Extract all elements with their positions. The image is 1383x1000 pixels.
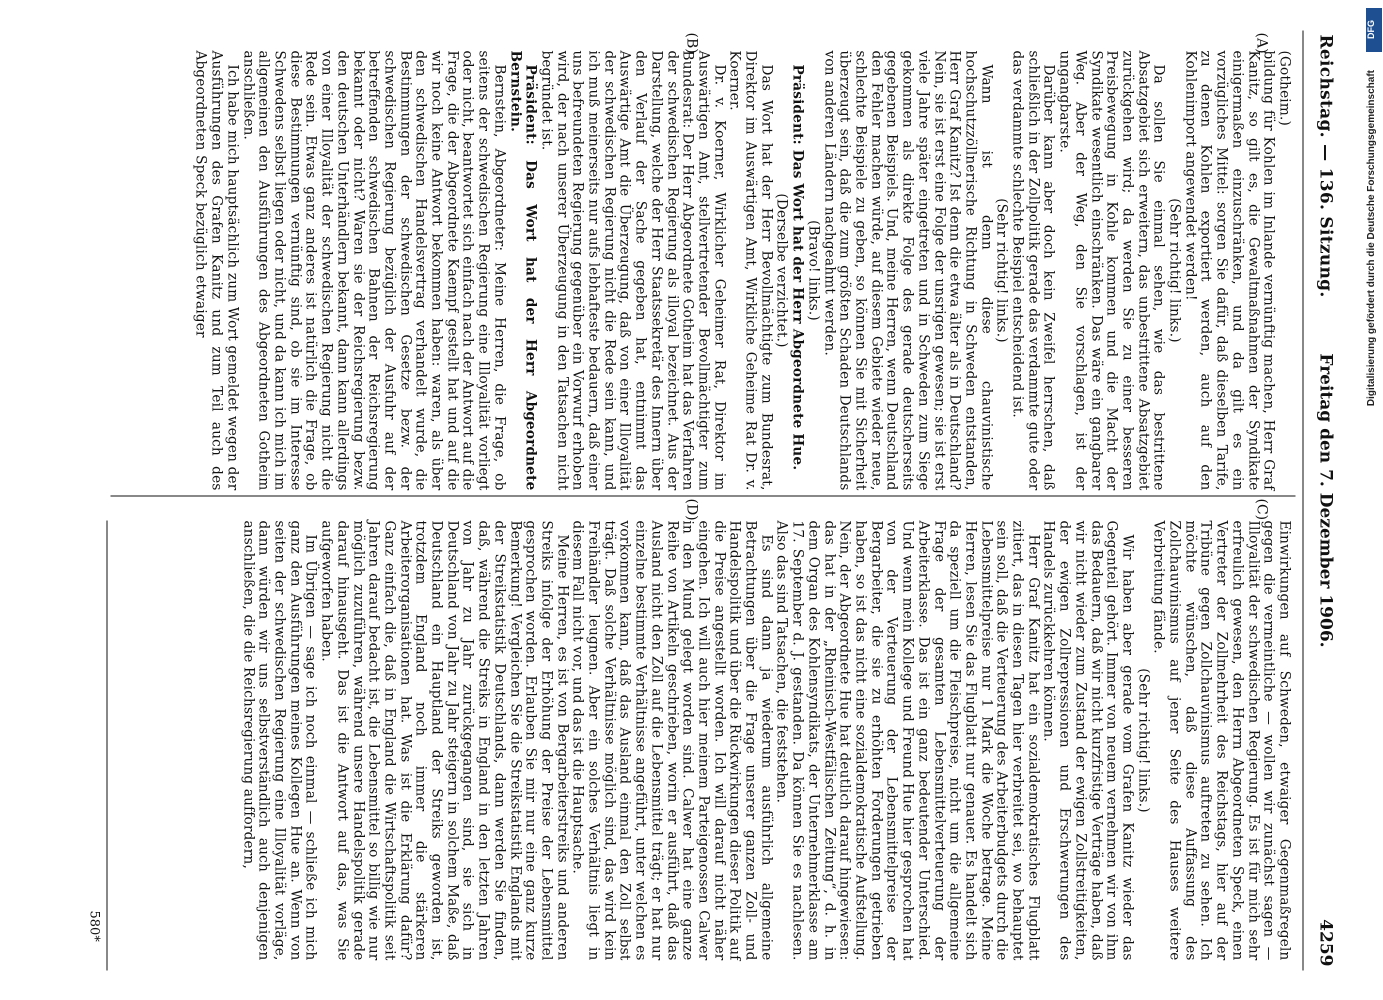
paragraph: Ich habe mich hauptsächlich zum Wort gemeldet wegen der Ausführungen des Grafen Kanitz und zum Teil auch des Abgeordneten Speck bezüglich etwaiger [192, 50, 240, 490]
interjection: (Sehr richtig! links.) [1166, 197, 1183, 343]
speaker-tag: (Gotheim.) [1276, 50, 1292, 126]
header-left: Reichstag. — 136. Sitzung. [1315, 34, 1335, 298]
header-date: Freitag den 7. Dezember 1906. [1315, 352, 1335, 648]
speech-bernstein: Bernstein, Abgeordneter: Meine Herren, die Frage, ob seitens der schwedischen Regierung eine Illoyalität vorliegt oder nicht, beantwortet sich einfach nach der Antwort auf die Frage, die der Abgeordnete Kaempf gestellt hat und auf die wir noch keine Antwort bekommen haben: waren, als über den schwedischen Handelsvertrag verhandelt wurde, die Bestimmungen der schwedischen Gesetze bezw. der schwedischen Regierung bezüglich der Ausfuhr auf der betreffenden schwedischen Bahnen der Reichsregierung bekannt oder nicht? Waren sie der Reichsregierung bezw. den deutschen Unterhändlern bekannt, dann kann allerdings von einer Illoyalität der schwedischen Regierung nicht die Rede sein. Etwas ganz anderes ist natürlich die Frage, ob diese Bestimmungen vernünftig sind, ob sie im Interesse Schwedens selbst liegen oder nicht, und da kann ich mich im allgemeinen den Ausführungen des Abgeordneten Gotheim anschließen. [239, 50, 507, 490]
margin-label-d: (D) [683, 498, 699, 521]
paragraph: Wann ist denn diese chauvinistische hochschutzzöllnerische Richtung in Schweden entstanden, Herr Graf Kanitz? Ist denn die etwa älter als in Deutschland? Nein, sie ist erst eine Folge der unsrigen gewesen; sie ist erst viele Jahre später eingetreten und in Schweden zum Siege gekommen als direkte Folge des gerade deutscherseits gegebenen Beispiels. Und, meine Herren, wenn Deutschland den Fehler machen würde, auf diesem Gebiete wieder neue, schlechte Beispiele zu geben, so können Sie mit Sicherheit überzeugt sein, daß die zum größten Schaden Deutschlands von anderen Ländern nachgeahmt werden. [820, 50, 994, 490]
interjection: (Sehr richtig! links.) [993, 197, 1010, 343]
paragraph: Herr Graf Kanitz hat ein sozialdemokratisches Flugblatt zitiert, das in diesen Tagen hier verbreitet sei, wo behauptet sein soll, daß die Verteuerung des Arbeiterbudgets durch die Lebensmittelpreise nur 1 Mark die Woche betrage. Meine Herren, lesen Sie das Flugblatt nur genauer. Es handelt sich da speziell um die Fleischpreise, nicht um die allgemeine Frage der gesamten Lebensmittelverteuerung der Arbeiterklasse. Das ist ein ganz bedeutender Unterschied. Und wenn mein Kollege und Freund Hue hier gesprochen hat von der Verteuerung der Lebensmittelpreise der Bergarbeiter, die sie zu erhöhten Forderungen getrieben haben, so ist das nicht eine sozialdemokratische Aufstellung. Nein, der Abgeordnete Hue hat deutlich darauf hingewiesen: das hat in der „Rheinisch-Westfälischen Zeitung“, d. h. in dem Organ des Kohlensyndikats, der Unternehmerklasse am 17. September d. J. gestanden. Da können Sie es nachlesen. Also das sind Tatsachen, die feststehen. [773, 520, 1041, 960]
paragraph: Meine Herren, es ist von Bergarbeiterstreiks und anderen Streiks infolge der Erhöhung der Preise der Lebensmittel gesprochen worden. Erlauben Sie mir nur eine ganz kurze Bemerkung! Vergleichen Sie die Streikstatistik Englands mit der Streikstatistik Deutschlands, dann werden Sie finden, daß, während die Streiks in England in den letzten Jahren von Jahr zu Jahr zurückgegangen sind, sie sich in Deutschland von Jahr zu Jahr steigern in solchem Maße, daß Deutschland ein Hauptland der Streiks geworden ist, trotzdem England noch immer die stärkeren Arbeiterorganisationen hat. Was ist die Erklärung dafür? Ganz einfach die, daß in England die Wirtschaftspolitik seit Jahren darauf bedacht ist, die Lebensmittel so billig wie nur möglich zuzuführen, während unsere Handelspolitik gerade darauf hinausgeht. Das ist die Antwort auf das, was Sie aufgeworfen haben. [318, 520, 570, 960]
margin-label-a: (A) [1253, 32, 1269, 54]
president-remark: Präsident: Das Wort hat der Herr Abgeordnete Bernstein. [506, 50, 539, 490]
speech-koerner: Dr. v. Koerner, Wirklicher Geheimer Rat, Direktor im Auswärtigen Amt, stellvertretender Bevollmächtigter zum Bundesrat: Der Herr Abgeordnete Gotheim hat das Verfahren der schwedischen Regierung als illoyal bezeichnet. Aus der Darstellung, welche der Herr Staatssekretär des Innern über den Verlauf der Sache gegeben hat, entnimmt das Auswärtige Amt die Überzeugung, daß von einer Illoyalität der schwedischen Regierung nicht die Rede sein kann, und ich muß meinerseits nur aufs lebhafteste bedauern, daß einer uns befreundeten Regierung gegenüber ein Vorwurf erhoben wird, der nach unserer Überzeugung in den Tatsachen nicht begründet ist. [537, 50, 727, 490]
dfg-logo: DFG [1366, 8, 1382, 52]
footer-rule [106, 520, 107, 970]
sheet-number: 580* [86, 910, 101, 942]
margin-label-c: (C) [1253, 498, 1269, 520]
paragraph: Da sollen Sie einmal sehen, wie das bestrittene Absatzgebiet sich erweitern, das unbestrittene Absatzgebiet zurückgehen wird; da werden Sie zu einer besseren Preisbewegung in Kohle kommen und die Macht der Syndikate wesentlich einschränken. Das wäre ein gangbarer Weg. Aber der Weg, den Sie vorschlagen, ist der ungangbarste. [1056, 50, 1167, 490]
document-page [44, 30, 1339, 970]
paragraph: Es sind dann ja wiederum ausführlich allgemeine Betrachtungen über die Frage unserer ganzen Zoll- und Handelspolitik und über die Rückwirkungen dieser Politik auf die Preise angestellt worden. Ich will darauf nicht näher eingehen. Ich will auch hier meinem Parteigenossen Calwer in den Mund gelegt worden sind. Calwer hat eine ganze Reihe von Artikeln geschrieben, worin er ausführt, daß das Ausland nicht den Zoll auf die Lebensmittel trägt; er hat nur einzelne bestimmte Verhältnisse angeführt, unter welchen es vorkommen kann, daß das Ausland einmal den Zoll selbst trägt. Daß solche Verhältnisse möglich sind, das wird kein Freihändler leugnen. Aber ein solches Verhältnis liegt in diesem Fall nicht vor, und das ist die Hauptsache. [569, 520, 774, 960]
paragraph: bildung für Kohlen im Inlande vernünftig machen, Herr Graf Kanitz, so gilt es, die Gewaltmaßnahmen der Syndikate einigermaßen einzuschränken, und da gilt es ein vorzügliches Mittel: sorgen Sie dafür, daß dieselben Tarife, zu denen Kohlen exportiert werden, auch auf den Kohlenimport angewendet werden! [1181, 50, 1277, 490]
page-number: 4259 [1315, 918, 1335, 966]
paragraph: Im Übrigen — sage ich noch einmal — schließe ich mich ganz den Ausführungen meines Kollegen Hue an. Wenn von seiten der schwedischen Regierung eine Illoyalität vorläge, dann würden wir uns selbstverständlich auch denjenigen anschließen, die die Reichsregierung auffordern, [239, 520, 319, 960]
paragraph: Darüber kann aber doch kein Zweifel herrschen, daß schließlich in der Zollpolitik gerade das verdammte gute oder das verdammte schlechte Beispiel entscheidend ist. [1009, 50, 1057, 490]
header-rule [1302, 30, 1303, 970]
right-column [239, 520, 1291, 960]
margin-label-b: (B) [683, 32, 699, 54]
president-remark: Präsident: Das Wort hat der Herr Abgeordnete Hue. [789, 64, 806, 470]
paragraph: Einwirkungen auf Schweden, etwaiger Gegenmaßregeln gegen die vermeintliche — wollen wir zunächst sagen — Illoyalität der schwedischen Regierung. Es ist für mich sehr erfreulich gewesen, den Herrn Abgeordneten Speck, einen Vertreter der Zollmehrheit des Reichstags, hier auf der Tribüne gegen Zollchauvinismus auftreten zu sehen. Ich möchte wünschen, daß diese Auffassung des Zollchauvinismus auf jener Seite des Hauses weitere Verbreitung fände. [1150, 520, 1292, 960]
interjection: (Derselbe verzichtet.) [773, 192, 790, 348]
paragraph: Wir haben aber gerade vom Grafen Kanitz wieder das Gegenteil gehört. Immer von neuem vernehmen wir von ihm das Bedauern, daß wir nicht kurzfristige Verträge haben, daß wir nicht wieder zum Zustand der ewigen Zollstreitigkeiten, der ewigen Zollrepressionen und Erschwerungen des Handels zurückkehren können. [1040, 520, 1135, 960]
paragraph: Das Wort hat der Herr Bevollmächtigte zum Bundesrat, Direktor im Auswärtigen Amt, Wirkliche Geheime Rat Dr. v. Koerner. [726, 50, 774, 490]
interjection: (Sehr richtig! links.) [1134, 667, 1151, 813]
digitization-note: Digitalisierung gefördert durch die Deutsche Forschungsgemeinschaft [1366, 70, 1377, 407]
interjection: (Bravo! links.) [804, 219, 821, 321]
column-divider [110, 495, 1295, 496]
left-column [192, 50, 1291, 490]
